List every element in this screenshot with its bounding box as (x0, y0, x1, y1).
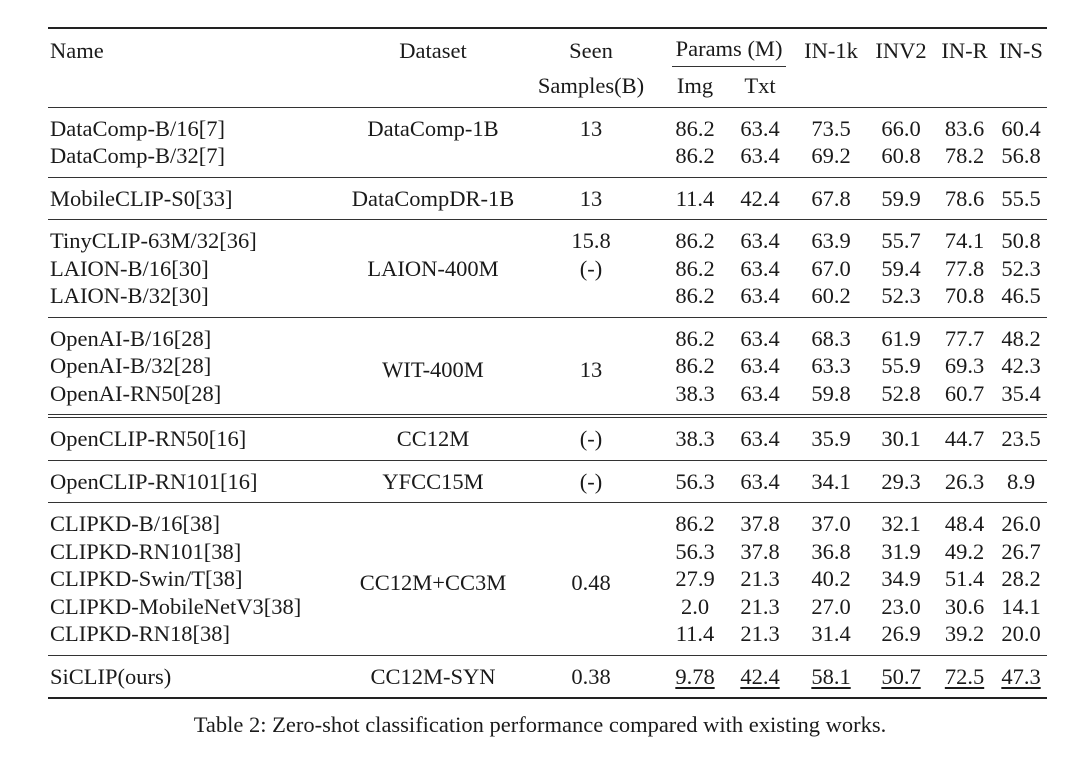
cell-name: CLIPKD-B/16[38] (50, 511, 220, 536)
cell-dataset: YFCC15M (382, 468, 484, 494)
table-row (48, 282, 1047, 317)
table-group-ours (48, 655, 1047, 698)
cell-in1k: 59.8 (811, 380, 851, 406)
header-in1k: IN-1k (804, 38, 858, 63)
table-row (48, 177, 1047, 220)
table-row (48, 107, 1047, 142)
cell-name: CLIPKD-RN18[38] (50, 621, 230, 646)
cell-ins: 50.8 (1001, 228, 1041, 253)
cell-ins: 20.0 (1001, 621, 1041, 646)
cell-dataset-blank (348, 282, 518, 317)
cell-inv2: 32.1 (881, 511, 921, 536)
header-inr: IN-R (941, 38, 988, 63)
cell-img: 38.3 (675, 426, 715, 451)
cell-txt: 63.4 (740, 283, 780, 308)
cell-inr: 77.7 (944, 325, 985, 351)
cell-inr: 26.3 (944, 468, 985, 494)
header-txt: Txt (744, 72, 776, 98)
table-group-cc12m (48, 416, 1047, 460)
table-group-clipkd (48, 503, 1047, 656)
cell-name: OpenCLIP-RN50[16] (50, 426, 247, 451)
table-container (48, 27, 1047, 699)
header-blank (348, 67, 518, 108)
cell-in1k: 34.1 (811, 468, 851, 494)
header-img: Img (676, 72, 714, 98)
cell-ins: 46.5 (1001, 283, 1041, 308)
cell-txt: 21.3 (740, 621, 780, 646)
cell-name: MobileCLIP-S0[33] (50, 185, 233, 211)
table-caption: Table 2: Zero-shot classification performance compared with existing works. (193, 712, 887, 737)
cell-inv2: 59.4 (881, 255, 921, 281)
cell-inv2: 50.7 (881, 663, 921, 689)
cell-seen: (-) (579, 255, 603, 281)
header-blank (794, 67, 868, 108)
cell-inr: 78.2 (944, 143, 985, 168)
cell-inr: 83.6 (944, 115, 985, 141)
cell-seen: 13 (579, 185, 603, 211)
cell-inr: 49.2 (944, 538, 985, 564)
cell-inv2: 60.8 (881, 143, 921, 168)
cell-img: 86.2 (675, 325, 715, 351)
cell-in1k: 67.0 (811, 255, 851, 281)
cell-img: 86.2 (675, 511, 715, 536)
cell-img: 56.3 (675, 468, 715, 494)
cell-img: 2.0 (680, 593, 710, 619)
cell-img: 11.4 (675, 185, 715, 211)
cell-img: 11.4 (675, 621, 715, 646)
cell-in1k: 31.4 (811, 621, 851, 646)
header-blank (48, 67, 348, 108)
table-group-laion (48, 220, 1047, 318)
header-blank (934, 67, 995, 108)
cell-seen: 13 (579, 356, 603, 382)
cell-dataset: WIT-400M (382, 356, 484, 382)
cell-inv2: 23.0 (881, 593, 921, 619)
header-params-cell (664, 28, 794, 67)
cell-in1k: 37.0 (811, 511, 851, 536)
cell-inr: 77.8 (944, 255, 985, 281)
cell-name: DataComp-B/32[7] (50, 143, 225, 168)
cell-ins: 35.4 (1001, 380, 1041, 406)
cell-inv2: 26.9 (881, 621, 921, 646)
cell-dataset: DataCompDR-1B (351, 185, 515, 211)
cell-inr: 60.7 (944, 380, 985, 406)
cell-dataset: CC12M-SYN (370, 663, 496, 689)
header-row-1 (48, 28, 1047, 67)
table-row (48, 255, 1047, 283)
cell-inv2: 30.1 (881, 426, 921, 451)
cell-name: LAION-B/32[30] (50, 283, 209, 308)
cell-ins: 26.0 (1001, 511, 1041, 536)
cell-name: LAION-B/16[30] (50, 255, 209, 281)
cell-img: 86.2 (675, 228, 715, 253)
cell-img: 38.3 (675, 380, 715, 406)
cell-ins: 8.9 (1006, 468, 1036, 494)
table-row-ours (48, 655, 1047, 698)
results-table (48, 27, 1047, 699)
table-row (48, 460, 1047, 503)
cell-txt: 63.4 (740, 468, 780, 494)
cell-inv2: 34.9 (881, 566, 921, 591)
cell-txt: 63.4 (740, 325, 780, 351)
cell-dataset: CC12M+CC3M (359, 569, 507, 595)
table-group-yfcc (48, 460, 1047, 503)
table-header (48, 28, 1047, 107)
cell-in1k: 58.1 (811, 663, 851, 689)
header-seen-line2: Samples(B) (537, 72, 645, 98)
cell-img: 56.3 (675, 538, 715, 564)
cell-txt: 63.4 (740, 380, 780, 406)
cell-inv2: 52.8 (881, 380, 921, 406)
cell-in1k: 60.2 (811, 283, 851, 308)
cell-inv2: 52.3 (881, 283, 921, 308)
cell-in1k: 40.2 (811, 566, 851, 591)
cell-inr: 74.1 (944, 228, 985, 253)
cell-txt: 42.4 (740, 185, 780, 211)
cell-img: 86.2 (675, 255, 715, 281)
cell-name: OpenAI-RN50[28] (50, 380, 222, 406)
cell-txt: 63.4 (740, 115, 780, 141)
cell-txt: 63.4 (740, 255, 780, 281)
cell-inv2: 55.7 (881, 228, 921, 253)
cell-inv2: 55.9 (881, 353, 921, 378)
header-dataset: Dataset (399, 38, 467, 63)
cell-txt: 21.3 (740, 593, 780, 619)
cell-seen: 0.48 (571, 569, 611, 595)
cell-img: 86.2 (675, 283, 715, 308)
header-seen-line1: Seen (569, 38, 613, 63)
header-name: Name (50, 38, 104, 63)
cell-name: TinyCLIP-63M/32[36] (50, 228, 257, 253)
cell-name: CLIPKD-MobileNetV3[38] (50, 593, 302, 619)
cell-txt: 63.4 (740, 143, 780, 168)
cell-inr: 69.3 (944, 353, 985, 378)
cell-ins: 55.5 (1001, 185, 1041, 211)
cell-inr: 30.6 (944, 593, 985, 619)
table-group-wit (48, 317, 1047, 416)
cell-inr: 39.2 (944, 621, 985, 646)
cell-ins: 56.8 (1001, 143, 1041, 168)
cell-ins: 47.3 (1001, 663, 1041, 689)
header-params: Params (M) (672, 35, 787, 67)
cell-in1k: 73.5 (811, 115, 851, 141)
cell-txt: 63.4 (740, 228, 780, 253)
cell-inr: 48.4 (944, 511, 985, 536)
cell-ins: 52.3 (1001, 255, 1041, 281)
cell-seen-blank (518, 282, 664, 317)
cell-inv2: 59.9 (881, 185, 921, 211)
cell-ins: 14.1 (1001, 593, 1041, 619)
cell-name: CLIPKD-RN101[38] (50, 538, 242, 564)
cell-txt: 37.8 (740, 511, 780, 536)
cell-seen: 13 (579, 115, 603, 141)
cell-ins: 48.2 (1001, 325, 1041, 351)
cell-txt: 21.3 (740, 566, 780, 591)
cell-name: OpenCLIP-RN101[16] (50, 468, 258, 494)
cell-txt: 42.4 (740, 663, 780, 689)
cell-dataset: LAION-400M (367, 255, 499, 281)
header-inv2: INV2 (875, 38, 927, 63)
cell-ins: 60.4 (1001, 115, 1041, 141)
cell-txt: 63.4 (740, 353, 780, 378)
cell-dataset: DataComp-1B (367, 115, 499, 141)
cell-inv2: 61.9 (881, 325, 921, 351)
cell-seen: (-) (579, 468, 603, 494)
header-ins: IN-S (999, 38, 1043, 63)
cell-in1k: 63.3 (811, 353, 851, 378)
cell-ins: 42.3 (1001, 353, 1041, 378)
table-row (48, 220, 1047, 255)
cell-name: DataComp-B/16[7] (50, 115, 225, 141)
cell-in1k: 68.3 (811, 325, 851, 351)
cell-in1k: 67.8 (811, 185, 851, 211)
cell-inv2: 66.0 (881, 115, 921, 141)
cell-inr: 51.4 (944, 566, 985, 591)
table-row (48, 416, 1047, 460)
cell-in1k: 35.9 (811, 426, 851, 451)
header-blank (995, 67, 1047, 108)
table-group-datacompdr (48, 177, 1047, 220)
cell-seen: (-) (579, 426, 603, 451)
cell-name: SiCLIP(ours) (50, 663, 172, 689)
cell-name: CLIPKD-Swin/T[38] (50, 566, 243, 591)
header-blank (868, 67, 934, 108)
cell-ins: 28.2 (1001, 566, 1041, 591)
table-row (48, 503, 1047, 538)
cell-seen: 15.8 (571, 228, 611, 253)
cell-inr: 70.8 (944, 283, 985, 308)
header-row-2 (48, 67, 1047, 108)
cell-img: 86.2 (675, 143, 715, 168)
cell-img: 86.2 (675, 353, 715, 378)
cell-in1k: 63.9 (811, 228, 851, 253)
cell-inr: 44.7 (944, 426, 985, 451)
cell-name: OpenAI-B/32[28] (50, 353, 212, 378)
cell-in1k: 69.2 (811, 143, 851, 168)
cell-inv2: 31.9 (881, 538, 921, 564)
cell-img: 86.2 (675, 115, 715, 141)
cell-dataset-blank (348, 220, 518, 255)
table-row (48, 317, 1047, 352)
cell-img: 9.78 (675, 663, 715, 689)
cell-name: OpenAI-B/16[28] (50, 325, 212, 351)
cell-txt: 63.4 (740, 426, 780, 451)
cell-inv2: 29.3 (881, 468, 921, 494)
table-group-datacomp (48, 107, 1047, 177)
cell-ins: 26.7 (1001, 538, 1041, 564)
cell-inr: 72.5 (944, 663, 985, 689)
cell-img: 27.9 (675, 566, 715, 591)
cell-ins: 23.5 (1001, 426, 1041, 451)
cell-dataset: CC12M (396, 426, 470, 451)
cell-in1k: 36.8 (811, 538, 851, 564)
cell-txt: 37.8 (740, 538, 780, 564)
cell-in1k: 27.0 (811, 593, 851, 619)
cell-seen: 0.38 (571, 663, 611, 689)
cell-inr: 78.6 (944, 185, 985, 211)
